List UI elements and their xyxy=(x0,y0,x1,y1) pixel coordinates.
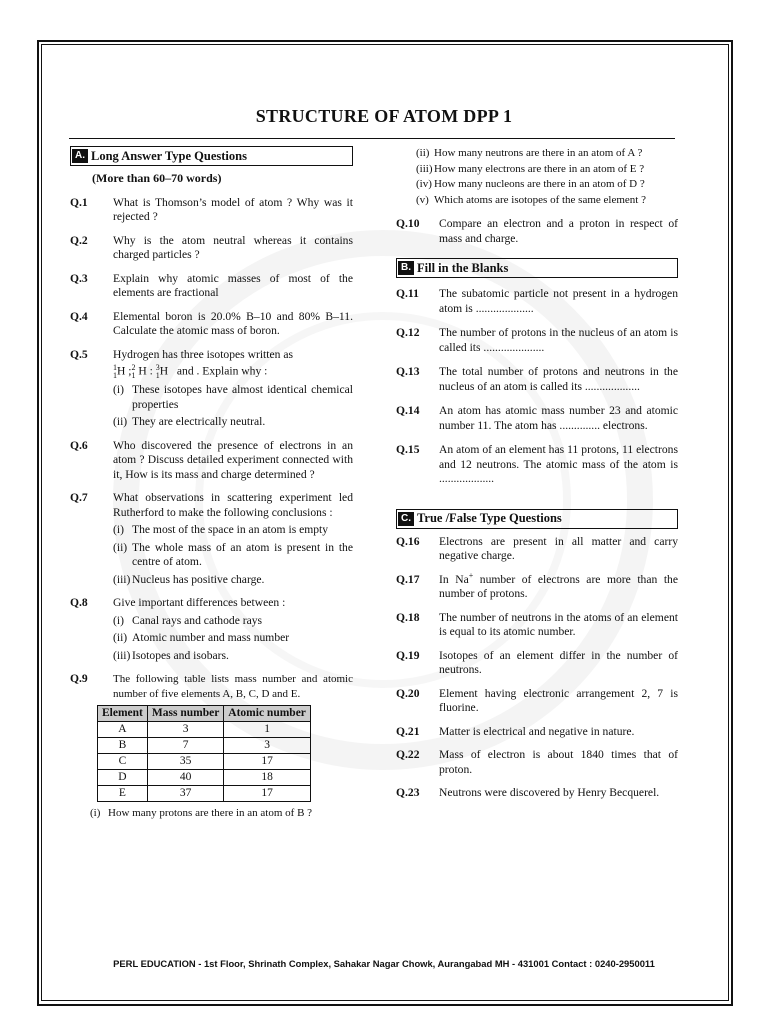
table-cell: A xyxy=(98,722,148,738)
question-16 xyxy=(396,535,678,564)
option-text: The whole mass of an atom is present in the centre of atom. xyxy=(132,540,353,568)
table-header-row xyxy=(98,706,311,722)
question-text: What observations in scattering experiment led Rutherford to make the following conclusions : xyxy=(113,491,353,519)
question-text: An atom has atomic mass number 23 and atomic number 11. The atom has .............. electrons. xyxy=(439,404,678,432)
question-number: Q.22 xyxy=(396,748,420,761)
option xyxy=(113,383,353,412)
question-number: Q.11 xyxy=(396,287,419,300)
question-22 xyxy=(396,748,678,777)
question-8 xyxy=(70,596,353,663)
question-14 xyxy=(396,404,678,433)
table-cell: 18 xyxy=(224,770,311,786)
table-row xyxy=(98,754,311,770)
option-number: (iv) xyxy=(416,178,432,190)
question-text: Hydrogen has three isotopes written as xyxy=(113,347,293,361)
option-text: How many electrons are there in an atom of E ? xyxy=(434,162,645,175)
table-cell: 37 xyxy=(147,786,223,802)
section-b-label: Fill in the Blanks xyxy=(417,260,509,275)
question-17 xyxy=(396,570,678,602)
table-cell: 3 xyxy=(224,738,311,754)
question-4 xyxy=(70,310,353,339)
question-text: Matter is electrical and negative in nature. xyxy=(439,724,635,738)
question-number: Q.13 xyxy=(396,365,420,378)
question-text-tail: and . Explain why : xyxy=(176,364,268,378)
table-cell: B xyxy=(98,738,148,754)
option xyxy=(396,177,678,192)
question-number: Q.16 xyxy=(396,534,420,548)
option-text: Atomic number and mass number xyxy=(132,631,290,644)
section-b-letter: B. xyxy=(398,261,414,275)
question-5 xyxy=(70,348,353,430)
column-header: Atomic number xyxy=(224,706,311,722)
section-b-heading xyxy=(396,258,678,278)
option xyxy=(113,573,353,588)
question-13 xyxy=(396,365,678,394)
table-row xyxy=(98,770,311,786)
option-text: Nucleus has positive charge. xyxy=(132,572,265,586)
question-number: Q.20 xyxy=(396,686,420,700)
question-9 xyxy=(70,672,353,701)
option-number: (i) xyxy=(113,613,124,627)
question-text: number of electrons are more than the number of protons. xyxy=(439,572,678,600)
question-text: An atom of an element has 11 protons, 11 electrons and 12 neutrons. The atomic mass of the atom is ................... xyxy=(439,443,678,485)
question-text: Explain why atomic masses of most of the elements are fractional xyxy=(113,271,353,299)
question-7 xyxy=(70,491,353,587)
option xyxy=(113,541,353,570)
section-c-letter: C. xyxy=(398,512,414,526)
page-title: STRUCTURE OF ATOM DPP 1 xyxy=(255,106,513,126)
option-number: (iii) xyxy=(416,162,433,175)
question-number: Q.18 xyxy=(396,610,420,624)
option-text: They are electrically neutral. xyxy=(132,415,266,428)
question-number: Q.1 xyxy=(70,195,88,209)
table-cell: 3 xyxy=(147,722,223,738)
question-text: The number of protons in the nucleus of an atom is called its ..................... xyxy=(439,326,678,354)
question-21 xyxy=(396,725,678,740)
table-row xyxy=(98,738,311,754)
table-cell: 17 xyxy=(224,786,311,802)
column-header: Element xyxy=(98,706,148,722)
question-number: Q.23 xyxy=(396,786,420,799)
superscript: + xyxy=(468,570,474,580)
option-number: (i) xyxy=(90,807,101,819)
option xyxy=(396,162,678,177)
option-number: (iii) xyxy=(113,572,131,586)
option-text: Canal rays and cathode rays xyxy=(132,613,263,627)
option-text: Which atoms are isotopes of the same element ? xyxy=(434,193,646,206)
question-number: Q.17 xyxy=(396,572,420,586)
table-cell: 40 xyxy=(147,770,223,786)
page-footer: PERL EDUCATION - 1st Floor, Shrinath Complex, Sahakar Nagar Chowk, Aurangabad MH - 431001 Contact : 0240-2950011 xyxy=(113,958,655,969)
option-number: (ii) xyxy=(416,147,430,159)
question-6 xyxy=(70,439,353,483)
question-text: Neutrons were discovered by Henry Becquerel. xyxy=(439,786,660,799)
question-text: Elemental boron is 20.0% B–10 and 80% B–11. Calculate the atomic mass of boron. xyxy=(113,309,353,337)
section-c-heading xyxy=(396,509,678,529)
table-cell: D xyxy=(98,770,148,786)
table-cell: 17 xyxy=(224,754,311,770)
table-cell: C xyxy=(98,754,148,770)
question-text: Why is the atom neutral whereas it contains charged particles ? xyxy=(113,233,353,261)
question-11 xyxy=(396,287,678,316)
option xyxy=(113,649,353,664)
title-rule xyxy=(69,138,675,139)
question-12 xyxy=(396,326,678,355)
question-3 xyxy=(70,272,353,301)
question-15 xyxy=(396,443,678,487)
question-number: Q.6 xyxy=(70,438,88,452)
question-1 xyxy=(70,196,353,225)
section-a-note: (More than 60–70 words) xyxy=(92,171,222,185)
question-23 xyxy=(396,786,678,801)
question-text: The number of neutrons in the atoms of an element is equal to its atomic number. xyxy=(439,610,678,638)
question-number: Q.15 xyxy=(396,443,420,456)
question-18 xyxy=(396,611,678,640)
question-text: Electrons are present in all matter and carry negative charge. xyxy=(439,534,678,562)
question-text: The following table lists mass number and atomic number of five elements A, B, C, D and E. xyxy=(113,673,353,700)
option-number: (ii) xyxy=(113,540,128,554)
question-number: Q.7 xyxy=(70,491,88,504)
question-number: Q.9 xyxy=(70,672,88,685)
question-number: Q.14 xyxy=(396,404,420,417)
table-cell: 1 xyxy=(224,722,311,738)
table-row xyxy=(98,722,311,738)
element-table xyxy=(97,705,311,802)
question-number: Q.19 xyxy=(396,648,420,662)
option-number: (ii) xyxy=(113,631,128,644)
section-a-heading xyxy=(70,146,353,166)
question-19 xyxy=(396,649,678,678)
option xyxy=(113,631,353,646)
question-10 xyxy=(396,217,678,246)
option xyxy=(396,193,678,208)
section-a-label: Long Answer Type Questions xyxy=(91,148,247,163)
question-number: Q.3 xyxy=(70,271,88,285)
right-column xyxy=(396,146,678,810)
option-number: (ii) xyxy=(113,415,128,428)
question-number: Q.8 xyxy=(70,596,88,609)
question-2 xyxy=(70,234,353,263)
option-number: (iii) xyxy=(113,648,131,662)
question-number: Q.5 xyxy=(70,347,88,361)
question-text: Mass of electron is about 1840 times that of proton. xyxy=(439,748,678,776)
option-text: These isotopes have almost identical chemical properties xyxy=(132,383,353,411)
option xyxy=(396,146,678,161)
isotope-notation: 1 1H ;2 1 H : 3 1H and . Explain why : xyxy=(113,363,268,380)
column-header: Mass number xyxy=(147,706,223,722)
table-cell: 35 xyxy=(147,754,223,770)
question-text: The total number of protons and neutrons in the nucleus of an atom is called its ................... xyxy=(439,365,678,393)
question-number: Q.12 xyxy=(396,326,420,339)
question-number: Q.4 xyxy=(70,309,88,323)
option-text: Isotopes and isobars. xyxy=(132,648,229,662)
option-number: (i) xyxy=(113,523,124,536)
question-text: Compare an electron and a proton in respect of mass and charge. xyxy=(439,217,678,245)
question-20 xyxy=(396,687,678,716)
option-text: How many nucleons are there in an atom of D ? xyxy=(434,178,645,190)
question-number: Q.2 xyxy=(70,233,88,247)
question-number: Q.10 xyxy=(396,217,420,230)
section-c-label: True /False Type Questions xyxy=(417,511,562,526)
option-text: The most of the space in an atom is empty xyxy=(132,523,329,536)
option-number: (i) xyxy=(113,383,124,396)
option-text: How many neutrons are there in an atom of A ? xyxy=(434,147,643,159)
option-text: How many protons are there in an atom of B ? xyxy=(108,807,313,819)
question-text: Element having electronic arrangement 2, 7 is fluorine. xyxy=(439,686,678,714)
option xyxy=(113,415,353,430)
section-a-letter: A. xyxy=(72,149,88,163)
option-number: (v) xyxy=(416,193,429,206)
table-row xyxy=(98,786,311,802)
option xyxy=(113,523,353,538)
question-text: Isotopes of an element differ in the number of neutrons. xyxy=(439,648,678,676)
question-number: Q.21 xyxy=(396,724,420,738)
option xyxy=(113,614,353,629)
question-text: The subatomic particle not present in a hydrogen atom is .................... xyxy=(439,287,678,315)
question-text: What is Thomson’s model of atom ? Why was it rejected ? xyxy=(113,195,353,223)
table-cell: 7 xyxy=(147,738,223,754)
left-column xyxy=(70,146,353,822)
table-cell: E xyxy=(98,786,148,802)
question-text: Who discovered the presence of electrons in an atom ? Discuss detailed experiment connected with it, How is its mass and charge determined ? xyxy=(113,438,353,481)
question-text: In Na xyxy=(439,572,469,586)
question-text: Give important differences between : xyxy=(113,596,286,609)
option xyxy=(70,806,353,821)
